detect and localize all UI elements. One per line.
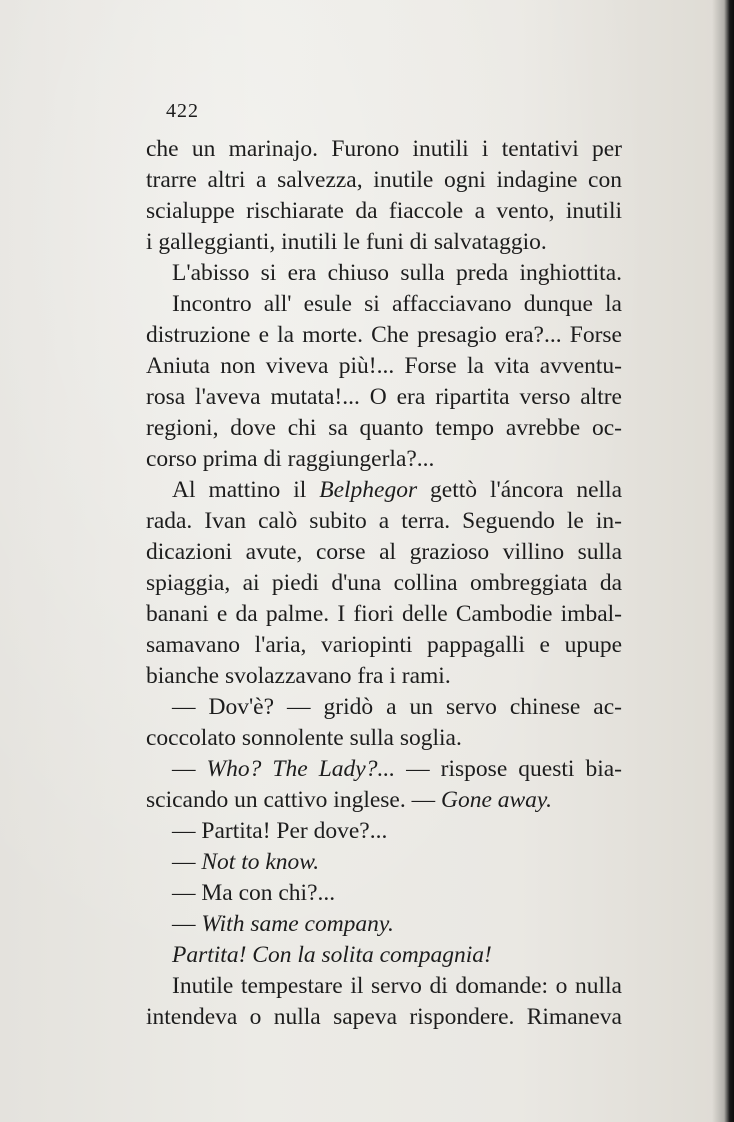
text-segment: Al mattino il [172,477,320,503]
italic-line [146,940,622,971]
dialog-line [146,909,622,940]
text-line: samavano l'aria, variopinti pappagalli e upupe [146,632,622,658]
text-line: Aniuta non viveva più!... Forse la vita avventu- [146,353,622,379]
text-line: rada. Ivan calò subito a terra. Seguendo le in- [146,508,622,534]
text-segment: — [172,756,207,782]
text-segment: gettò l'áncora nella [417,477,622,503]
text-segment: — [172,911,202,937]
text-line: corso prima di raggiungerla?... [146,446,435,472]
text-line: banani e da palme. I fiori delle Cambodie imbal- [146,601,622,627]
text-segment: scicando un cattivo inglese. — [146,787,441,813]
page-binding-shadow [712,0,734,1122]
text-segment: — rispose questi bia- [395,756,623,782]
ship-name: Belphegor [319,477,418,503]
dialog-line [146,847,622,878]
text-line: i galleggianti, inutili le funi di salvataggio. [146,229,547,255]
text-line: L'abisso si era chiuso sulla preda inghiottita. [172,260,622,286]
english-speech: Who? The Lady?... [206,756,396,782]
dialog-line: — Partita! Per dove?... [172,818,388,844]
text-line: Inutile tempestare il servo di domande: o nulla [172,973,622,999]
text-line: spiaggia, ai piedi d'una collina ombreggiata da [146,570,622,596]
italic-text: Partita! Con la solita compagnia! [172,942,492,968]
text-segment: — [172,849,202,875]
text-line: intendeva o nulla sapeva rispondere. Rimaneva [146,1004,622,1030]
text-line: che un marinajo. Furono inutili i tentativi per [146,136,622,162]
dialog-line [146,754,622,785]
dialog-line: — Dov'è? — gridò a un servo chinese ac- [172,694,622,720]
text-line: scialuppe rischiarate da fiaccole a vento, inutili [146,198,622,224]
english-speech: Gone away. [440,787,552,813]
page-number: 422 [166,100,199,122]
text-line: regioni, dove chi sa quanto tempo avrebbe oc- [146,415,622,441]
text-line: rosa l'aveva mutata!... O era ripartita verso altre [146,384,622,410]
text-line: trarre altri a salvezza, inutile ogni indagine con [146,167,622,193]
text-line-mixed [146,475,622,506]
text-line: coccolato sonnolente sulla soglia. [146,725,462,751]
dialog-line: — Ma con chi?... [172,880,336,906]
text-line: bianche svolazzavano fra i rami. [146,663,451,689]
text-line: dicazioni avute, corse al grazioso villino sulla [146,539,622,565]
text-line: Incontro all' esule si affacciavano dunque la [172,291,622,317]
text-line: distruzione e la morte. Che presagio era?... Forse [146,322,622,348]
body-text [146,134,622,1033]
english-speech: With same company. [201,911,394,937]
text-line-mixed [146,785,622,816]
english-speech: Not to know. [201,849,320,875]
